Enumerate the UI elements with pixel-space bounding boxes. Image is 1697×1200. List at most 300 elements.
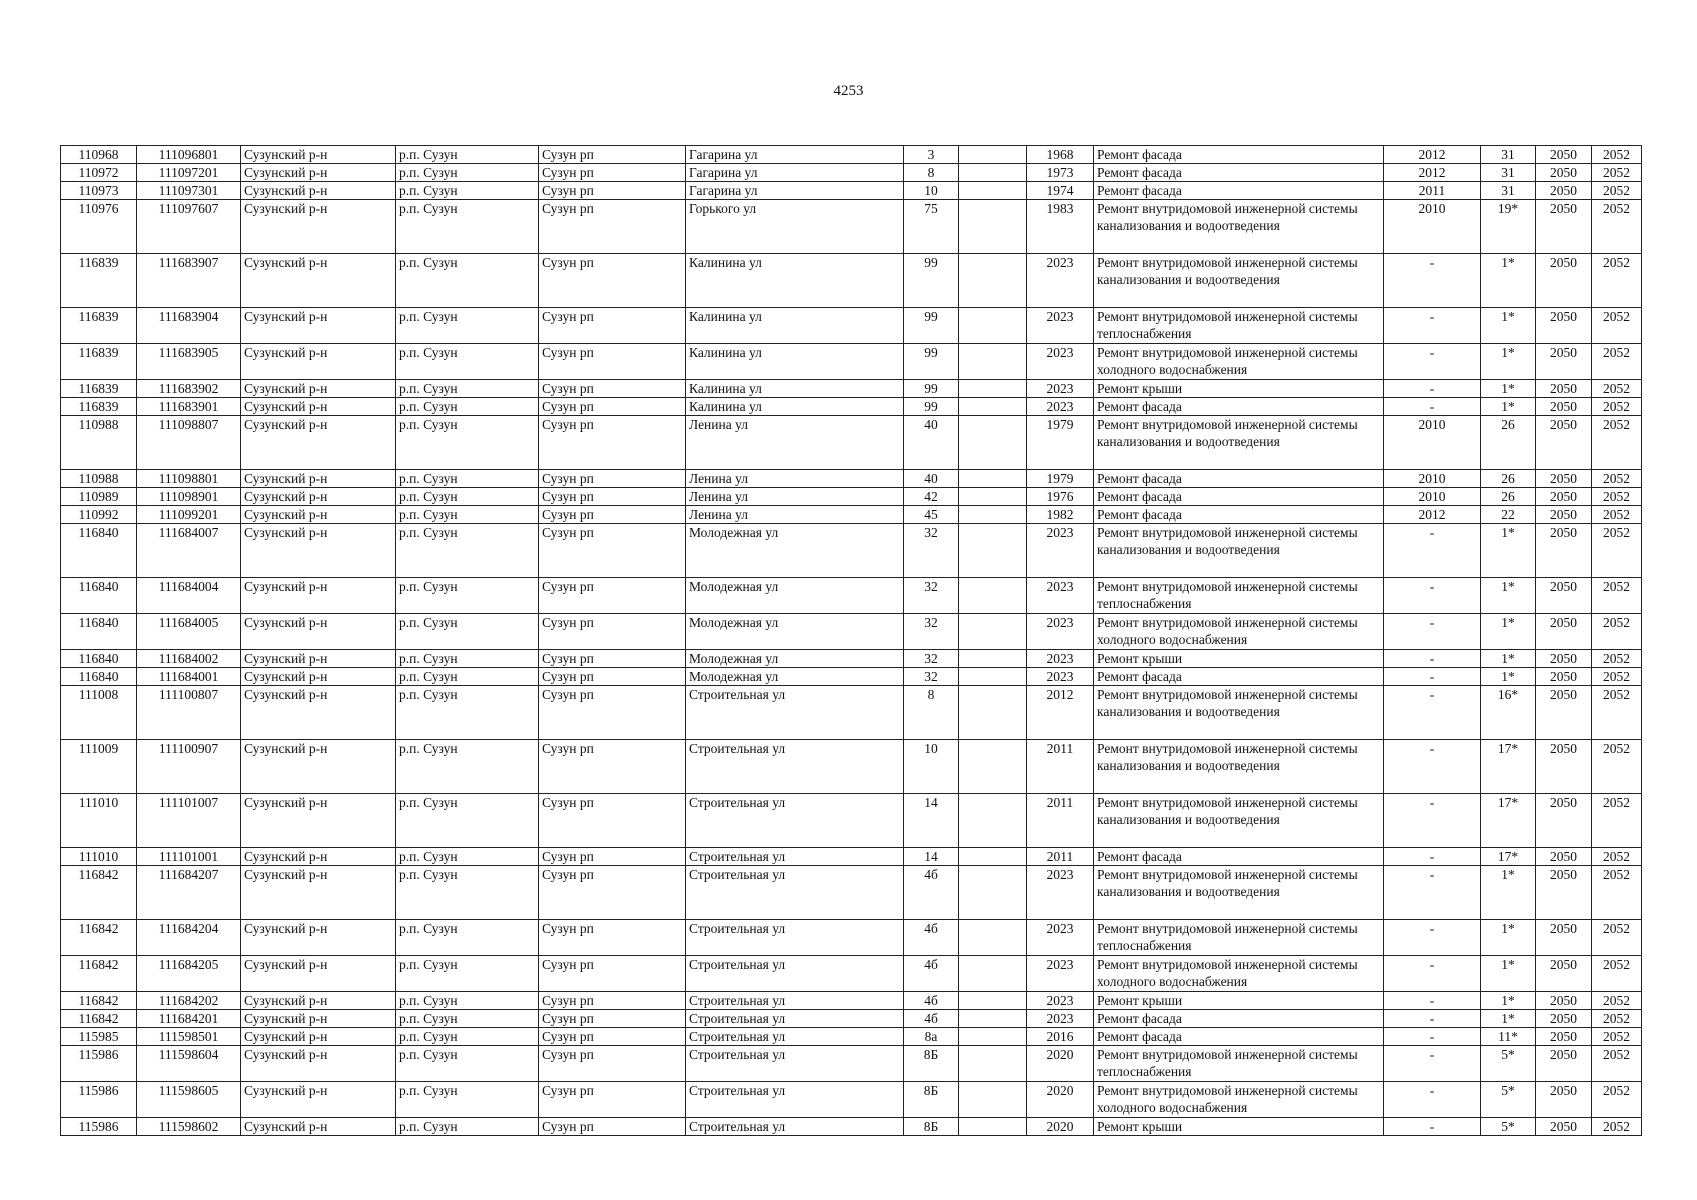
cell-locality: Сузун рп bbox=[539, 866, 686, 920]
cell-work-type: Ремонт внутридомовой инженерной системы канализования и водоотведения bbox=[1094, 740, 1384, 794]
cell-building-suffix bbox=[959, 1082, 1027, 1118]
cell-plan-end-year: 2052 bbox=[1592, 380, 1642, 398]
cell-work-code: 111098807 bbox=[137, 416, 241, 470]
cell-district: Сузунский р-н bbox=[241, 344, 396, 380]
cell-work-code: 111684007 bbox=[137, 524, 241, 578]
cell-work-type: Ремонт внутридомовой инженерной системы теплоснабжения bbox=[1094, 920, 1384, 956]
cell-plan-end-year: 2052 bbox=[1592, 200, 1642, 254]
cell-plan-start-year: 2050 bbox=[1536, 182, 1592, 200]
cell-house-number: 99 bbox=[904, 308, 959, 344]
cell-street: Строительная ул bbox=[686, 1028, 904, 1046]
cell-plan-end-year: 2052 bbox=[1592, 416, 1642, 470]
cell-plan-end-year: 2052 bbox=[1592, 1010, 1642, 1028]
cell-record-id: 115986 bbox=[61, 1046, 137, 1082]
cell-last-repair-year: - bbox=[1384, 1118, 1481, 1136]
cell-work-code: 111096801 bbox=[137, 146, 241, 164]
cell-record-id: 115986 bbox=[61, 1082, 137, 1118]
cell-house-number: 32 bbox=[904, 614, 959, 650]
cell-settlement: р.п. Сузун bbox=[396, 866, 539, 920]
cell-work-type: Ремонт внутридомовой инженерной системы канализования и водоотведения bbox=[1094, 254, 1384, 308]
cell-work-type: Ремонт фасада bbox=[1094, 182, 1384, 200]
cell-locality: Сузун рп bbox=[539, 182, 686, 200]
cell-record-id: 110988 bbox=[61, 416, 137, 470]
cell-street: Строительная ул bbox=[686, 1010, 904, 1028]
table-row bbox=[61, 794, 1642, 848]
cell-district: Сузунский р-н bbox=[241, 992, 396, 1010]
cell-plan-start-year: 2050 bbox=[1536, 254, 1592, 308]
table-row bbox=[61, 308, 1642, 344]
cell-last-repair-year: - bbox=[1384, 344, 1481, 380]
cell-settlement: р.п. Сузун bbox=[396, 1010, 539, 1028]
cell-street: Ленина ул bbox=[686, 470, 904, 488]
cell-plan-end-year: 2052 bbox=[1592, 1082, 1642, 1118]
table-row bbox=[61, 578, 1642, 614]
cell-plan-end-year: 2052 bbox=[1592, 686, 1642, 740]
cell-house-number: 8Б bbox=[904, 1046, 959, 1082]
cell-work-code: 111100907 bbox=[137, 740, 241, 794]
cell-settlement: р.п. Сузун bbox=[396, 992, 539, 1010]
cell-plan-start-year: 2050 bbox=[1536, 344, 1592, 380]
cell-district: Сузунский р-н bbox=[241, 470, 396, 488]
cell-street: Строительная ул bbox=[686, 866, 904, 920]
cell-building-suffix bbox=[959, 668, 1027, 686]
cell-work-type: Ремонт внутридомовой инженерной системы канализования и водоотведения bbox=[1094, 686, 1384, 740]
cell-house-number: 4б bbox=[904, 866, 959, 920]
cell-work-code: 111598501 bbox=[137, 1028, 241, 1046]
cell-plan-start-year: 2050 bbox=[1536, 524, 1592, 578]
cell-record-id: 111008 bbox=[61, 686, 137, 740]
cell-street: Калинина ул bbox=[686, 398, 904, 416]
cell-last-repair-year: 2012 bbox=[1384, 506, 1481, 524]
cell-work-code: 111684005 bbox=[137, 614, 241, 650]
cell-last-repair-year: - bbox=[1384, 1028, 1481, 1046]
cell-wear-value: 1* bbox=[1481, 920, 1536, 956]
cell-locality: Сузун рп bbox=[539, 470, 686, 488]
cell-work-type: Ремонт внутридомовой инженерной системы канализования и водоотведения bbox=[1094, 416, 1384, 470]
cell-plan-end-year: 2052 bbox=[1592, 920, 1642, 956]
cell-plan-end-year: 2052 bbox=[1592, 254, 1642, 308]
cell-plan-end-year: 2052 bbox=[1592, 740, 1642, 794]
cell-work-code: 111684004 bbox=[137, 578, 241, 614]
cell-building-suffix bbox=[959, 182, 1027, 200]
cell-house-number: 99 bbox=[904, 344, 959, 380]
cell-plan-end-year: 2052 bbox=[1592, 164, 1642, 182]
cell-wear-value: 1* bbox=[1481, 650, 1536, 668]
cell-district: Сузунский р-н bbox=[241, 1046, 396, 1082]
cell-house-number: 32 bbox=[904, 668, 959, 686]
cell-street: Строительная ул bbox=[686, 848, 904, 866]
cell-locality: Сузун рп bbox=[539, 794, 686, 848]
cell-plan-start-year: 2050 bbox=[1536, 1082, 1592, 1118]
cell-work-type: Ремонт фасада bbox=[1094, 1028, 1384, 1046]
cell-plan-end-year: 2052 bbox=[1592, 146, 1642, 164]
cell-construction-year: 1968 bbox=[1027, 146, 1094, 164]
cell-house-number: 32 bbox=[904, 578, 959, 614]
table-row bbox=[61, 506, 1642, 524]
cell-settlement: р.п. Сузун bbox=[396, 146, 539, 164]
cell-work-code: 111683907 bbox=[137, 254, 241, 308]
cell-locality: Сузун рп bbox=[539, 578, 686, 614]
register-table bbox=[60, 145, 1642, 1136]
cell-last-repair-year: - bbox=[1384, 866, 1481, 920]
cell-last-repair-year: - bbox=[1384, 650, 1481, 668]
cell-record-id: 116839 bbox=[61, 380, 137, 398]
cell-wear-value: 11* bbox=[1481, 1028, 1536, 1046]
cell-district: Сузунский р-н bbox=[241, 848, 396, 866]
cell-building-suffix bbox=[959, 848, 1027, 866]
cell-work-code: 111684202 bbox=[137, 992, 241, 1010]
cell-street: Горького ул bbox=[686, 200, 904, 254]
cell-work-type: Ремонт крыши bbox=[1094, 380, 1384, 398]
cell-plan-end-year: 2052 bbox=[1592, 578, 1642, 614]
cell-plan-start-year: 2050 bbox=[1536, 488, 1592, 506]
table-row bbox=[61, 398, 1642, 416]
cell-building-suffix bbox=[959, 1118, 1027, 1136]
cell-locality: Сузун рп bbox=[539, 992, 686, 1010]
cell-construction-year: 2023 bbox=[1027, 668, 1094, 686]
cell-work-code: 111098801 bbox=[137, 470, 241, 488]
cell-plan-start-year: 2050 bbox=[1536, 470, 1592, 488]
cell-wear-value: 1* bbox=[1481, 524, 1536, 578]
cell-plan-start-year: 2050 bbox=[1536, 866, 1592, 920]
cell-settlement: р.п. Сузун bbox=[396, 308, 539, 344]
cell-house-number: 4б bbox=[904, 956, 959, 992]
cell-construction-year: 2023 bbox=[1027, 578, 1094, 614]
cell-house-number: 8 bbox=[904, 686, 959, 740]
cell-wear-value: 26 bbox=[1481, 488, 1536, 506]
cell-last-repair-year: 2012 bbox=[1384, 146, 1481, 164]
cell-work-code: 111097607 bbox=[137, 200, 241, 254]
cell-work-type: Ремонт фасада bbox=[1094, 398, 1384, 416]
table-row bbox=[61, 1028, 1642, 1046]
cell-wear-value: 17* bbox=[1481, 794, 1536, 848]
cell-construction-year: 2020 bbox=[1027, 1082, 1094, 1118]
cell-settlement: р.п. Сузун bbox=[396, 920, 539, 956]
cell-locality: Сузун рп bbox=[539, 488, 686, 506]
cell-wear-value: 31 bbox=[1481, 146, 1536, 164]
cell-plan-end-year: 2052 bbox=[1592, 470, 1642, 488]
cell-last-repair-year: - bbox=[1384, 614, 1481, 650]
cell-locality: Сузун рп bbox=[539, 614, 686, 650]
table-row bbox=[61, 488, 1642, 506]
cell-last-repair-year: - bbox=[1384, 578, 1481, 614]
cell-plan-end-year: 2052 bbox=[1592, 182, 1642, 200]
cell-settlement: р.п. Сузун bbox=[396, 668, 539, 686]
cell-construction-year: 2023 bbox=[1027, 650, 1094, 668]
cell-work-type: Ремонт внутридомовой инженерной системы холодного водоснабжения bbox=[1094, 344, 1384, 380]
cell-construction-year: 1974 bbox=[1027, 182, 1094, 200]
cell-work-type: Ремонт внутридомовой инженерной системы канализования и водоотведения bbox=[1094, 794, 1384, 848]
cell-record-id: 116840 bbox=[61, 614, 137, 650]
cell-building-suffix bbox=[959, 506, 1027, 524]
cell-district: Сузунский р-н bbox=[241, 416, 396, 470]
cell-wear-value: 19* bbox=[1481, 200, 1536, 254]
cell-work-code: 111683904 bbox=[137, 308, 241, 344]
cell-plan-start-year: 2050 bbox=[1536, 398, 1592, 416]
cell-work-code: 111099201 bbox=[137, 506, 241, 524]
cell-settlement: р.п. Сузун bbox=[396, 416, 539, 470]
cell-settlement: р.п. Сузун bbox=[396, 614, 539, 650]
cell-work-type: Ремонт фасада bbox=[1094, 848, 1384, 866]
table-row bbox=[61, 182, 1642, 200]
cell-district: Сузунский р-н bbox=[241, 578, 396, 614]
cell-district: Сузунский р-н bbox=[241, 146, 396, 164]
cell-locality: Сузун рп bbox=[539, 416, 686, 470]
cell-building-suffix bbox=[959, 1028, 1027, 1046]
cell-district: Сузунский р-н bbox=[241, 488, 396, 506]
cell-locality: Сузун рп bbox=[539, 506, 686, 524]
cell-locality: Сузун рп bbox=[539, 1046, 686, 1082]
table-row bbox=[61, 848, 1642, 866]
cell-house-number: 99 bbox=[904, 380, 959, 398]
cell-plan-end-year: 2052 bbox=[1592, 1046, 1642, 1082]
cell-plan-start-year: 2050 bbox=[1536, 920, 1592, 956]
cell-building-suffix bbox=[959, 416, 1027, 470]
cell-wear-value: 5* bbox=[1481, 1046, 1536, 1082]
cell-house-number: 32 bbox=[904, 524, 959, 578]
cell-wear-value: 5* bbox=[1481, 1118, 1536, 1136]
cell-building-suffix bbox=[959, 308, 1027, 344]
cell-construction-year: 2023 bbox=[1027, 1010, 1094, 1028]
cell-wear-value: 31 bbox=[1481, 182, 1536, 200]
cell-locality: Сузун рп bbox=[539, 686, 686, 740]
table-row bbox=[61, 470, 1642, 488]
cell-settlement: р.п. Сузун bbox=[396, 488, 539, 506]
cell-locality: Сузун рп bbox=[539, 200, 686, 254]
cell-building-suffix bbox=[959, 866, 1027, 920]
cell-locality: Сузун рп bbox=[539, 254, 686, 308]
cell-street: Ленина ул bbox=[686, 506, 904, 524]
cell-building-suffix bbox=[959, 200, 1027, 254]
cell-record-id: 115985 bbox=[61, 1028, 137, 1046]
cell-record-id: 111010 bbox=[61, 794, 137, 848]
cell-plan-start-year: 2050 bbox=[1536, 506, 1592, 524]
cell-construction-year: 2020 bbox=[1027, 1046, 1094, 1082]
cell-district: Сузунский р-н bbox=[241, 866, 396, 920]
cell-house-number: 3 bbox=[904, 146, 959, 164]
cell-locality: Сузун рп bbox=[539, 146, 686, 164]
cell-house-number: 10 bbox=[904, 740, 959, 794]
cell-plan-start-year: 2050 bbox=[1536, 1046, 1592, 1082]
cell-plan-start-year: 2050 bbox=[1536, 578, 1592, 614]
cell-work-type: Ремонт фасада bbox=[1094, 1010, 1384, 1028]
cell-plan-end-year: 2052 bbox=[1592, 848, 1642, 866]
table-row bbox=[61, 1046, 1642, 1082]
cell-settlement: р.п. Сузун bbox=[396, 1082, 539, 1118]
cell-work-code: 111683901 bbox=[137, 398, 241, 416]
cell-plan-end-year: 2052 bbox=[1592, 524, 1642, 578]
cell-building-suffix bbox=[959, 992, 1027, 1010]
cell-record-id: 116839 bbox=[61, 344, 137, 380]
cell-plan-end-year: 2052 bbox=[1592, 488, 1642, 506]
cell-work-type: Ремонт фасада bbox=[1094, 668, 1384, 686]
cell-work-code: 111098901 bbox=[137, 488, 241, 506]
cell-building-suffix bbox=[959, 146, 1027, 164]
cell-plan-start-year: 2050 bbox=[1536, 668, 1592, 686]
cell-street: Молодежная ул bbox=[686, 524, 904, 578]
cell-construction-year: 1976 bbox=[1027, 488, 1094, 506]
cell-record-id: 116840 bbox=[61, 524, 137, 578]
cell-construction-year: 1983 bbox=[1027, 200, 1094, 254]
cell-work-type: Ремонт внутридомовой инженерной системы холодного водоснабжения bbox=[1094, 956, 1384, 992]
cell-district: Сузунский р-н bbox=[241, 506, 396, 524]
cell-wear-value: 31 bbox=[1481, 164, 1536, 182]
cell-wear-value: 26 bbox=[1481, 470, 1536, 488]
cell-house-number: 4б bbox=[904, 1010, 959, 1028]
cell-street: Строительная ул bbox=[686, 920, 904, 956]
cell-work-type: Ремонт крыши bbox=[1094, 650, 1384, 668]
cell-work-type: Ремонт крыши bbox=[1094, 1118, 1384, 1136]
cell-district: Сузунский р-н bbox=[241, 1010, 396, 1028]
cell-plan-start-year: 2050 bbox=[1536, 416, 1592, 470]
cell-house-number: 8 bbox=[904, 164, 959, 182]
cell-last-repair-year: 2011 bbox=[1384, 182, 1481, 200]
cell-plan-start-year: 2050 bbox=[1536, 740, 1592, 794]
cell-street: Строительная ул bbox=[686, 740, 904, 794]
cell-settlement: р.п. Сузун bbox=[396, 848, 539, 866]
cell-district: Сузунский р-н bbox=[241, 164, 396, 182]
cell-construction-year: 1982 bbox=[1027, 506, 1094, 524]
cell-wear-value: 17* bbox=[1481, 740, 1536, 794]
cell-work-code: 111684201 bbox=[137, 1010, 241, 1028]
cell-district: Сузунский р-н bbox=[241, 182, 396, 200]
cell-settlement: р.п. Сузун bbox=[396, 794, 539, 848]
cell-locality: Сузун рп bbox=[539, 1118, 686, 1136]
cell-district: Сузунский р-н bbox=[241, 614, 396, 650]
cell-street: Молодежная ул bbox=[686, 578, 904, 614]
cell-record-id: 116840 bbox=[61, 578, 137, 614]
cell-plan-end-year: 2052 bbox=[1592, 650, 1642, 668]
cell-house-number: 40 bbox=[904, 416, 959, 470]
cell-work-code: 111100807 bbox=[137, 686, 241, 740]
cell-building-suffix bbox=[959, 1046, 1027, 1082]
cell-work-type: Ремонт внутридомовой инженерной системы теплоснабжения bbox=[1094, 1046, 1384, 1082]
cell-construction-year: 2011 bbox=[1027, 848, 1094, 866]
cell-wear-value: 17* bbox=[1481, 848, 1536, 866]
cell-street: Калинина ул bbox=[686, 344, 904, 380]
cell-work-type: Ремонт фасада bbox=[1094, 164, 1384, 182]
table-row bbox=[61, 686, 1642, 740]
cell-district: Сузунский р-н bbox=[241, 920, 396, 956]
cell-street: Молодежная ул bbox=[686, 650, 904, 668]
cell-work-code: 111598604 bbox=[137, 1046, 241, 1082]
cell-work-code: 111101001 bbox=[137, 848, 241, 866]
cell-plan-start-year: 2050 bbox=[1536, 146, 1592, 164]
cell-building-suffix bbox=[959, 956, 1027, 992]
cell-last-repair-year: 2010 bbox=[1384, 416, 1481, 470]
cell-work-type: Ремонт внутридомовой инженерной системы канализования и водоотведения bbox=[1094, 200, 1384, 254]
cell-plan-start-year: 2050 bbox=[1536, 308, 1592, 344]
cell-wear-value: 1* bbox=[1481, 254, 1536, 308]
cell-wear-value: 1* bbox=[1481, 578, 1536, 614]
cell-plan-end-year: 2052 bbox=[1592, 1028, 1642, 1046]
cell-locality: Сузун рп bbox=[539, 398, 686, 416]
cell-district: Сузунский р-н bbox=[241, 686, 396, 740]
table-row bbox=[61, 866, 1642, 920]
cell-wear-value: 22 bbox=[1481, 506, 1536, 524]
cell-construction-year: 2023 bbox=[1027, 344, 1094, 380]
cell-house-number: 75 bbox=[904, 200, 959, 254]
cell-wear-value: 1* bbox=[1481, 398, 1536, 416]
cell-locality: Сузун рп bbox=[539, 920, 686, 956]
cell-last-repair-year: - bbox=[1384, 686, 1481, 740]
cell-wear-value: 1* bbox=[1481, 614, 1536, 650]
cell-settlement: р.п. Сузун bbox=[396, 956, 539, 992]
cell-building-suffix bbox=[959, 686, 1027, 740]
cell-construction-year: 2012 bbox=[1027, 686, 1094, 740]
cell-construction-year: 2020 bbox=[1027, 1118, 1094, 1136]
cell-building-suffix bbox=[959, 1010, 1027, 1028]
cell-district: Сузунский р-н bbox=[241, 380, 396, 398]
cell-record-id: 115986 bbox=[61, 1118, 137, 1136]
cell-plan-end-year: 2052 bbox=[1592, 866, 1642, 920]
table-row bbox=[61, 1082, 1642, 1118]
table-row bbox=[61, 164, 1642, 182]
table-row bbox=[61, 920, 1642, 956]
table-row bbox=[61, 200, 1642, 254]
cell-plan-start-year: 2050 bbox=[1536, 1118, 1592, 1136]
cell-record-id: 110968 bbox=[61, 146, 137, 164]
cell-construction-year: 2023 bbox=[1027, 992, 1094, 1010]
cell-work-code: 111097201 bbox=[137, 164, 241, 182]
cell-work-type: Ремонт внутридомовой инженерной системы теплоснабжения bbox=[1094, 578, 1384, 614]
cell-construction-year: 2011 bbox=[1027, 740, 1094, 794]
cell-district: Сузунский р-н bbox=[241, 956, 396, 992]
cell-last-repair-year: - bbox=[1384, 1046, 1481, 1082]
cell-settlement: р.п. Сузун bbox=[396, 1118, 539, 1136]
cell-construction-year: 1979 bbox=[1027, 416, 1094, 470]
cell-wear-value: 1* bbox=[1481, 956, 1536, 992]
cell-record-id: 116842 bbox=[61, 956, 137, 992]
cell-building-suffix bbox=[959, 740, 1027, 794]
cell-work-type: Ремонт внутридомовой инженерной системы канализования и водоотведения bbox=[1094, 866, 1384, 920]
table-row bbox=[61, 146, 1642, 164]
cell-record-id: 111009 bbox=[61, 740, 137, 794]
cell-last-repair-year: - bbox=[1384, 524, 1481, 578]
cell-record-id: 116839 bbox=[61, 254, 137, 308]
cell-plan-end-year: 2052 bbox=[1592, 398, 1642, 416]
cell-street: Калинина ул bbox=[686, 254, 904, 308]
cell-record-id: 116842 bbox=[61, 992, 137, 1010]
cell-plan-start-year: 2050 bbox=[1536, 200, 1592, 254]
cell-street: Строительная ул bbox=[686, 686, 904, 740]
cell-street: Молодежная ул bbox=[686, 614, 904, 650]
cell-plan-end-year: 2052 bbox=[1592, 344, 1642, 380]
cell-street: Строительная ул bbox=[686, 956, 904, 992]
cell-locality: Сузун рп bbox=[539, 380, 686, 398]
cell-street: Ленина ул bbox=[686, 488, 904, 506]
cell-plan-start-year: 2050 bbox=[1536, 650, 1592, 668]
cell-district: Сузунский р-н bbox=[241, 398, 396, 416]
cell-street: Ленина ул bbox=[686, 416, 904, 470]
cell-wear-value: 1* bbox=[1481, 380, 1536, 398]
cell-record-id: 116842 bbox=[61, 866, 137, 920]
cell-plan-start-year: 2050 bbox=[1536, 380, 1592, 398]
cell-work-code: 111684205 bbox=[137, 956, 241, 992]
cell-last-repair-year: - bbox=[1384, 398, 1481, 416]
table-row bbox=[61, 1118, 1642, 1136]
cell-house-number: 4б bbox=[904, 992, 959, 1010]
cell-construction-year: 2023 bbox=[1027, 524, 1094, 578]
cell-record-id: 116839 bbox=[61, 308, 137, 344]
cell-plan-start-year: 2050 bbox=[1536, 794, 1592, 848]
cell-settlement: р.п. Сузун bbox=[396, 398, 539, 416]
cell-record-id: 110989 bbox=[61, 488, 137, 506]
cell-work-type: Ремонт фасада bbox=[1094, 506, 1384, 524]
cell-locality: Сузун рп bbox=[539, 308, 686, 344]
cell-district: Сузунский р-н bbox=[241, 1082, 396, 1118]
cell-locality: Сузун рп bbox=[539, 1082, 686, 1118]
